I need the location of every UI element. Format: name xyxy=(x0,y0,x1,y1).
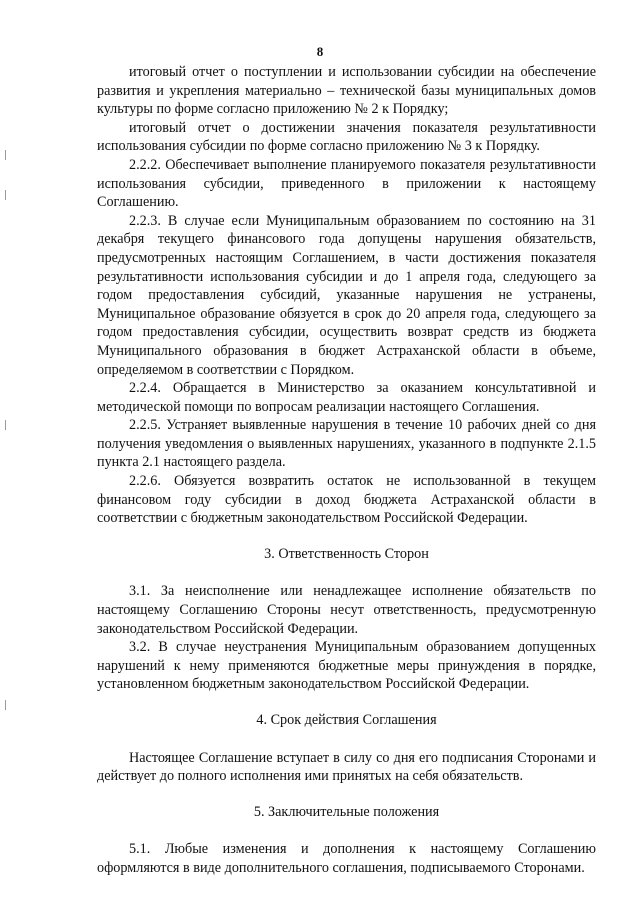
paragraph: 2.2.5. Устраняет выявленные нарушения в течение 10 рабочих дней со дня получения уведомления о выявленных нарушениях, указанного в подпункте 2.1.5 пункта 2.1 настоящего раздела. xyxy=(97,417,596,471)
section-heading: 4. Срок действия Соглашения xyxy=(256,712,437,728)
paragraph: 2.2.2. Обеспечивает выполнение планируемого показателя результативности использования субсидии, приведенного в приложении к настоящему Соглашению. xyxy=(97,156,596,211)
margin-mark xyxy=(5,700,6,710)
paragraph: 3.1. За неисполнение или ненадлежащее исполнение обязательств по настоящему Соглашению Стороны несут ответственность, предусмотренную законодательством Российской Федерации. xyxy=(97,583,596,637)
paragraph: итоговый отчет о поступлении и использовании субсидии на обеспечение развития и укрепления материально – технической базы муниципальных домов культуры по форме согласно приложению № 2 к Порядку; xyxy=(97,64,596,118)
paragraph: 2.2.6. Обязуется возвратить остаток не использованной в текущем финансовом году субсидии в доход бюджета Астраханской области в соответствии с бюджетным законодательством Российской Федерации. xyxy=(97,473,596,527)
document-body xyxy=(97,63,596,878)
margin-mark xyxy=(5,150,6,160)
paragraph: 3.2. В случае неустранения Муниципальным образованием допущенных нарушений к нему применяются бюджетные меры принуждения в порядке, установленном бюджетным законодательством Российской Федерации. xyxy=(97,639,596,693)
section-heading: 3. Ответственность Сторон xyxy=(264,545,429,562)
paragraph: итоговый отчет о достижении значения показателя результативности использования субсидии по форме согласно приложению № 3 к Порядку. xyxy=(97,119,596,155)
margin-mark xyxy=(5,420,6,430)
paragraph: Настоящее Соглашение вступает в силу со дня его подписания Сторонами и действует до полного исполнения ими принятых на себя обязательств. xyxy=(97,749,596,785)
paragraph: 5.1. Любые изменения и дополнения к настоящему Соглашению оформляются в виде дополнительного соглашения, подписываемого Сторонами. xyxy=(97,841,596,876)
page-number: 8 xyxy=(316,44,324,59)
section-heading: 5. Заключительные положения xyxy=(253,803,440,820)
paragraph: 2.2.4. Обращается в Министерство за оказанием консультативной и методической помощи по вопросам реализации настоящего Соглашения. xyxy=(97,380,596,415)
margin-mark xyxy=(5,190,6,200)
paragraph: 2.2.3. В случае если Муниципальным образованием по состоянию на 31 декабря текущего финансового года допущены нарушения обязательств, предусмотренных настоящим Соглашением, в части достижения показателя результативности использования субсидии и до 1 апреля года, следующего за годом предоставления субсидий, указанные нарушения не устранены, Муниципальное образование обязуется в срок до 20 апреля года, следующего за годом предоставления субсидии, осуществить возврат средств из бюджета Муниципального образования в бюджет Астраханской области в объеме, определяемом в соответствии с Порядком. xyxy=(97,212,596,378)
